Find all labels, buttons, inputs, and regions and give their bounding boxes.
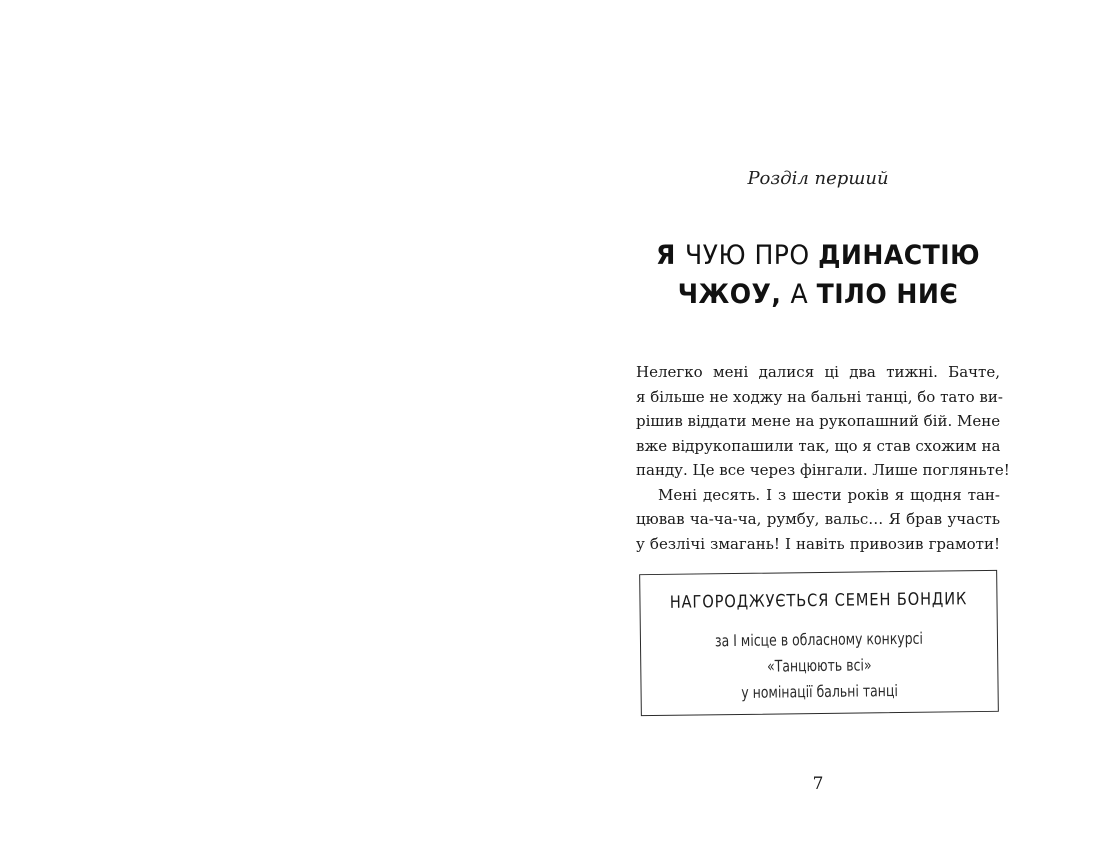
certificate-box <box>639 570 999 716</box>
text-line: я більше не ходжу на бальні танці, бо тато ви- <box>636 387 1003 406</box>
chapter-title-line-1 <box>649 236 988 275</box>
title-word: А <box>790 279 817 310</box>
title-word: ЧУЮ ПРО <box>684 240 819 271</box>
paragraph-1 <box>636 360 1010 483</box>
book-page-right <box>636 0 1010 850</box>
text-line: вже відрукопашили так, що я став схожим на <box>636 436 1001 455</box>
text-line: цював ча-ча-ча, румбу, вальс… Я брав участь <box>636 510 1000 528</box>
certificate-heading: НАГОРОДЖУЄТЬСЯ СЕМЕН БОНДИК <box>669 589 968 613</box>
paragraph-2 <box>636 483 1000 557</box>
certificate-line: за І місце в обласному конкурсі <box>714 628 924 651</box>
body-text <box>636 360 1010 556</box>
text-line: панду. Це все через фінгали. Лише погляньте! <box>636 461 1010 479</box>
certificate-line: «Танцюють всі» <box>766 655 872 676</box>
title-word: ДИНАСТІЮ <box>818 240 981 271</box>
title-word: ЧЖОУ, <box>677 279 791 310</box>
certificate-line: у номінації бальні танці <box>741 681 898 702</box>
chapter-title <box>649 236 988 314</box>
title-word: ТІЛО <box>816 279 897 310</box>
chapter-label: Розділ перший <box>747 168 889 189</box>
page-number: 7 <box>812 774 824 794</box>
title-word: НИЄ <box>896 279 959 310</box>
text-line: Мені десять. І з шести років я щодня тан- <box>658 485 1000 504</box>
chapter-title-line-2 <box>649 275 988 314</box>
text-line: у безлічі змагань! І навіть привозив грамоти! <box>636 534 1000 553</box>
title-word: Я <box>655 240 685 271</box>
text-line: рішив віддати мене на рукопашний бій. Мене <box>636 412 1001 430</box>
text-line: Нелегко мені далися ці два тижні. Бачте, <box>636 363 1000 381</box>
certificate-lines <box>680 625 959 706</box>
